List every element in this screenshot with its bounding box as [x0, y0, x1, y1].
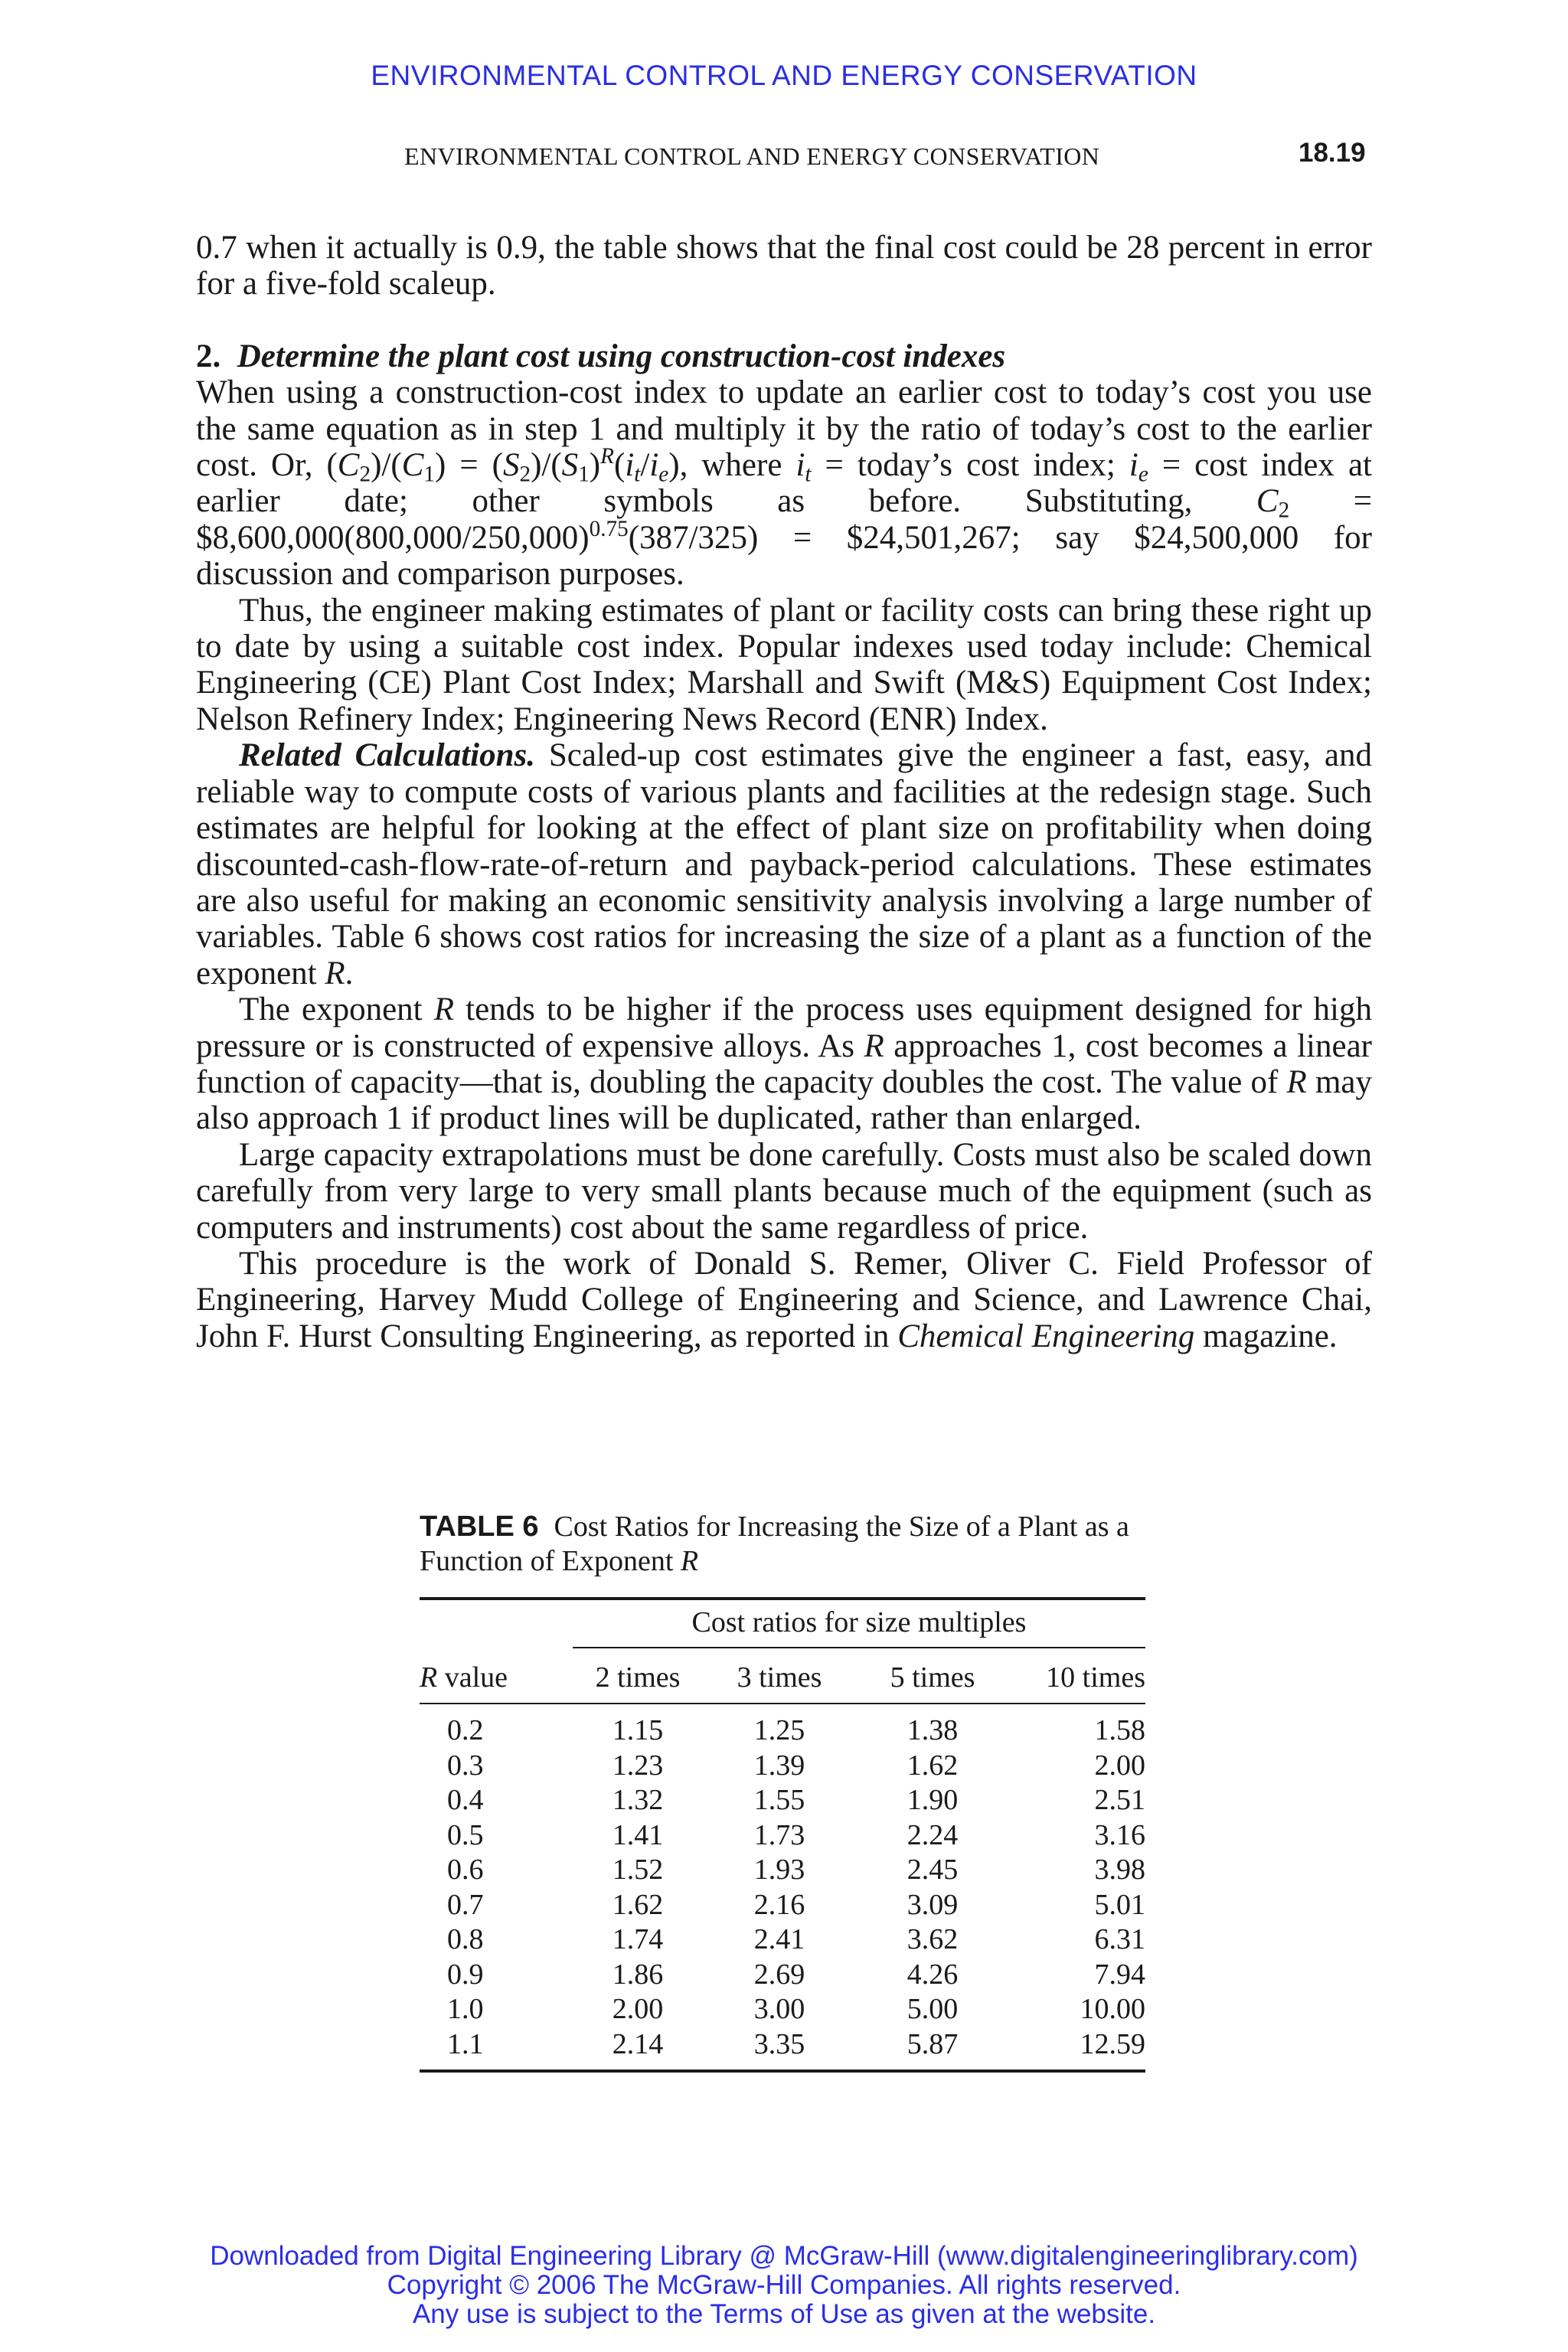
text-run: / — [640, 447, 650, 484]
ratio-cell: 1.32 — [612, 1784, 664, 1817]
r-value-cell: 1.0 — [447, 1993, 484, 2026]
step-number: 2. — [196, 338, 221, 374]
ratio-cell: 2.16 — [753, 1888, 805, 1921]
ratio-cell: 5.00 — [906, 1993, 959, 2026]
symbol: S — [502, 447, 520, 484]
ratio-cell: 3.16 — [1094, 1818, 1145, 1851]
column-header: 3 times — [703, 1652, 856, 1704]
table-label: TABLE 6 — [420, 1511, 539, 1543]
subscript: e — [1138, 462, 1148, 487]
paragraph-exponent — [196, 991, 1372, 1137]
table-row — [420, 1749, 1145, 1784]
source-banner: ENVIRONMENTAL CONTROL AND ENERGY CONSERVATION — [371, 60, 1197, 91]
ratio-cell: 12.59 — [1080, 2027, 1145, 2060]
ratio-cell: 1.62 — [906, 1749, 959, 1782]
ratio-cell: 4.26 — [906, 1958, 959, 1991]
r-value-cell: 0.9 — [447, 1958, 484, 1991]
ratio-cell: 2.41 — [753, 1923, 805, 1956]
cost-ratio-table — [420, 1597, 1145, 2073]
text-run: )/( — [531, 447, 562, 484]
group-header-label: Cost ratios for size multiples — [573, 1606, 1145, 1648]
ratio-cell: 2.00 — [612, 1993, 664, 2026]
r-value-cell: 0.5 — [447, 1818, 484, 1851]
paragraph-procedure — [196, 1246, 1372, 1354]
ratio-cell: 1.58 — [1094, 1714, 1145, 1747]
paragraph-thus: Thus, the engineer making estimates of plant or facility costs can bring these right up to date by using a suitable cost index. Popular indexes used today include: Chemical Engineering (CE) Plant Cost Index; Marshall and Swift (M&S) Equipment Cost Index; Nelson Refinery Index; Engineering News Record (ENR) Index. — [196, 592, 1372, 737]
ratio-cell: 2.51 — [1094, 1784, 1145, 1817]
table-row — [420, 1783, 1145, 1818]
ratio-cell: 1.86 — [612, 1958, 664, 1991]
subscript: t — [805, 462, 812, 487]
ratio-cell: 1.93 — [753, 1854, 805, 1886]
group-header — [573, 1599, 1145, 1652]
text-run: ), where — [668, 447, 796, 484]
paragraph-step-2: When using a construction-cost index to update an earlier cost to today’s cost you use the same equation as in step 1 and multiply it by the ratio of today’s cost to the earlier cost. Or, $(C_2)/(C_1) = (S_2)/(S_1)^R(i_t/i_e)$, where $i_t$ = today’s cost index; $i_e = \cos t$ index at earlier date; other symbols as before. Substituting, $C_2$ = $\$8,600,000(800,000/250,000)^{0.75}(387/325)$ = $24,501,267; say $24,500,000 for discussion and comparison purposes. — [196, 374, 1372, 593]
ratio-cell: 6.31 — [1094, 1923, 1145, 1956]
text-run: )/( — [371, 447, 402, 484]
subscript: 1 — [578, 462, 590, 487]
symbol: C — [337, 447, 360, 484]
symbol: C — [401, 447, 424, 484]
caption-text: Cost Ratios for Increasing the Size of a Plant as a Function of Exponent — [420, 1511, 1129, 1577]
r-value-cell: 0.3 — [447, 1749, 484, 1782]
r-value-cell: 0.7 — [447, 1888, 484, 1921]
ratio-cell: 2.45 — [906, 1854, 959, 1886]
ratio-cell: 5.87 — [906, 2027, 959, 2060]
ratio-cell: 2.00 — [1094, 1749, 1145, 1782]
symbol: R — [1286, 1063, 1307, 1100]
ratio-cell: 3.62 — [906, 1923, 959, 1956]
table-row — [420, 1958, 1145, 1993]
ratio-cell: 3.00 — [753, 1993, 805, 2026]
symbol: R — [433, 991, 455, 1028]
footer-line-2: Copyright © 2006 The McGraw-Hill Companies. All rights reserved. — [387, 2270, 1181, 2300]
symbol: R — [325, 955, 345, 991]
column-header: 2 times — [573, 1652, 703, 1704]
ratio-cell: 7.94 — [1094, 1958, 1145, 1991]
ratio-cell: 1.23 — [612, 1749, 664, 1782]
ratio-cell: 1.39 — [753, 1749, 805, 1782]
table-row — [420, 1853, 1145, 1888]
ratio-cell: 1.74 — [612, 1923, 664, 1956]
journal-title: Chemical Engineering — [897, 1318, 1195, 1354]
symbol: C — [1256, 483, 1279, 520]
text-run: = cost index at earlier date; other symbols as before. Substituting, — [196, 447, 1372, 520]
text-run: (387/325) = $24,501,267; say $24,500,000 for discussion and comparison purposes. — [196, 519, 1372, 593]
caption-symbol: R — [680, 1545, 699, 1577]
text-run: . — [345, 955, 354, 991]
r-symbol: R — [420, 1661, 438, 1694]
text-run: This procedure is the work of Donald S. Remer, Oliver C. Field Professor of Engineering, Harvey Mudd College of Engineering and Science, and Lawrence Chai, John F. Hurst Consulting Engineering, as reported in — [196, 1245, 1372, 1354]
superscript: R — [600, 443, 614, 469]
table-caption — [420, 1510, 1145, 1579]
text-run: When using a construction-cost index to update an earlier cost to today’s cost you use the same equation as in step 1 and multiply it by the ratio of today’s cost to the earlier cost. Or, ( — [196, 374, 1372, 484]
text-run: = $8,600,000(800,000/250,000) — [196, 483, 1372, 556]
table-row — [420, 1992, 1145, 2027]
subscript: 2 — [519, 462, 531, 487]
text-run: = today’s cost index; — [811, 447, 1129, 484]
text-run: The exponent — [239, 991, 434, 1028]
ratio-cell: 1.41 — [612, 1818, 664, 1851]
paragraph-continued: 0.7 when it actually is 0.9, the table shows that the final cost could be 28 percent in error for a five-fold scaleup. — [196, 230, 1372, 302]
text-run: Scaled-up cost estimates give the engineer a fast, easy, and reliable way to compute costs of various plants and facilities at the redesign stage. Such estimates are helpful for looking at the effect of plant size on profitability when doing discounted-cash-flow-rate-of-return and payback-period calculations. These estimates are also useful for making an economic sensitivity analysis involving a large number of variables. Table 6 shows cost ratios for increasing the size of a plant as a function of the exponent — [196, 737, 1372, 991]
table-row — [420, 2027, 1145, 2072]
paragraph-related-calculations — [196, 737, 1372, 991]
table-row — [420, 1888, 1145, 1923]
ratio-cell: 1.62 — [612, 1888, 664, 1921]
ratio-cell: 3.98 — [1094, 1854, 1145, 1886]
superscript: 0.75 — [589, 516, 629, 541]
footer-line-1: Downloaded from Digital Engineering Library @ McGraw-Hill (www.digitalengineeringlibrary.com) — [210, 2241, 1358, 2271]
table-row — [420, 1922, 1145, 1958]
subscript: 2 — [1278, 498, 1290, 523]
symbol: i — [625, 447, 635, 484]
text-run: ( — [613, 447, 626, 484]
ratio-cell: 1.90 — [906, 1784, 959, 1817]
r-value-text: value — [437, 1661, 508, 1694]
ratio-cell: 1.55 — [753, 1784, 805, 1817]
footer-line-3: Any use is subject to the Terms of Use as given at the website. — [412, 2299, 1156, 2329]
ratio-cell: 2.24 — [906, 1818, 959, 1851]
step-2-heading — [196, 338, 1372, 374]
symbol: i — [795, 447, 805, 484]
section-gap — [196, 302, 1372, 338]
r-value-cell: 0.6 — [447, 1854, 484, 1886]
text-run: tends to be higher if the process uses equipment designed for high pressure or is constructed of expensive alloys. As — [196, 991, 1372, 1064]
r-value-header — [420, 1652, 573, 1704]
table-row — [420, 1818, 1145, 1854]
text-run: approaches 1, cost becomes a linear function of capacity—that is, doubling the capacity doubles the cost. The value of — [196, 1027, 1372, 1100]
r-value-cell: 1.1 — [447, 2027, 484, 2060]
symbol: R — [864, 1027, 884, 1064]
ratio-cell: 2.69 — [753, 1958, 805, 1991]
r-value-cell: 0.2 — [447, 1714, 484, 1747]
table-6 — [420, 1510, 1145, 2073]
header-spacer — [420, 1599, 573, 1652]
ratio-cell: 2.14 — [612, 2027, 664, 2060]
text-run: magazine. — [1194, 1318, 1338, 1354]
paragraph-large-capacity: Large capacity extrapolations must be done carefully. Costs must also be scaled down carefully from very large to very small plants because much of the equipment (such as computers and instruments) cost about the same regardless of price. — [196, 1136, 1372, 1246]
page-number: 18.19 — [1298, 138, 1366, 168]
running-head: ENVIRONMENTAL CONTROL AND ENERGY CONSERVATION — [404, 142, 1100, 170]
ratio-cell: 10.00 — [1080, 1993, 1145, 2026]
ratio-cell: 3.35 — [753, 2027, 805, 2060]
related-calculations-label: Related Calculations. — [239, 737, 535, 774]
body-text — [196, 230, 1372, 1354]
column-header: 10 times — [1009, 1652, 1145, 1704]
table-row — [420, 1704, 1145, 1749]
step-title: Determine the plant cost using construction-cost indexes — [237, 338, 1006, 374]
ratio-cell: 1.52 — [612, 1854, 664, 1886]
subscript: 1 — [423, 462, 436, 487]
download-notice — [0, 2242, 1568, 2329]
symbol: i — [649, 447, 659, 484]
text-run: ) = ( — [435, 447, 503, 484]
subscript: t — [634, 462, 641, 487]
ratio-cell: 1.15 — [612, 1714, 664, 1747]
ratio-cell: 3.09 — [906, 1888, 959, 1921]
subscript: e — [658, 462, 669, 487]
text-run: may also approach 1 if product lines will be duplicated, rather than enlarged. — [196, 1063, 1372, 1137]
column-header: 5 times — [856, 1652, 1009, 1704]
table-body — [420, 1704, 1145, 2071]
ratio-cell: 1.25 — [753, 1714, 805, 1747]
symbol: i — [1129, 447, 1138, 484]
ratio-cell: 5.01 — [1094, 1888, 1145, 1921]
subscript: 2 — [359, 462, 371, 487]
symbol: S — [561, 447, 579, 484]
r-value-cell: 0.4 — [447, 1784, 484, 1817]
r-value-cell: 0.8 — [447, 1923, 484, 1956]
ratio-cell: 1.73 — [753, 1818, 805, 1851]
ratio-cell: 1.38 — [906, 1714, 959, 1747]
